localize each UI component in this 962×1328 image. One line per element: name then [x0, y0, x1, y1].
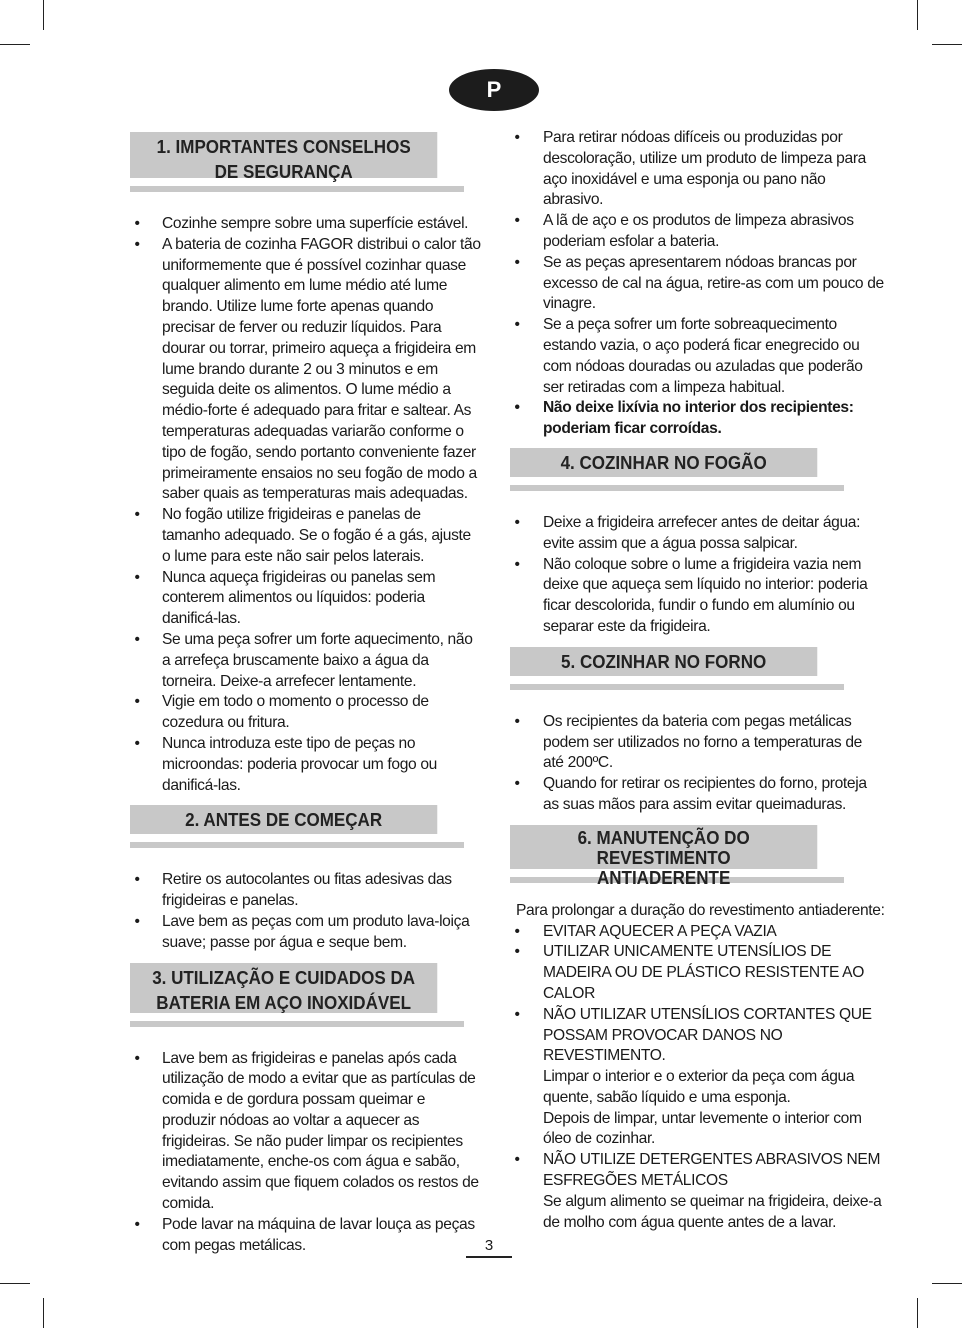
section-1-title-line2: DE SEGURANÇA [214, 161, 353, 182]
section-5-underline [510, 684, 844, 690]
language-badge: P [449, 69, 539, 111]
section-6-title-line2: ANTIADERENTE [596, 866, 731, 888]
bullet-icon: • [134, 568, 140, 586]
section-3-heading [130, 963, 482, 1027]
right-column [510, 128, 885, 1233]
list-item [130, 568, 482, 630]
item-text: Se a peça sofrer um forte sobreaquecimento estando vazia, o aço poderá ficar enegrecido ou com nódoas douradas ou azuladas que poderão ser retiradas com a limpeza habitual. [543, 316, 863, 396]
item-text: Os recipientes da bateria com pegas metálicas podem ser utilizados no forno a temperaturas de até 200ºC. [543, 712, 863, 772]
bullet-icon: • [134, 912, 140, 930]
list-item [130, 214, 482, 235]
section-6-title [510, 825, 817, 888]
list-item [510, 942, 885, 1004]
section-1-list [130, 214, 482, 796]
list-item [510, 513, 885, 555]
item-subtext: Depois de limpar, untar levemente o interior com óleo de cozinhar. [543, 1109, 862, 1148]
list-item [510, 922, 885, 943]
list-item [130, 912, 482, 954]
section-1-title [130, 132, 437, 182]
section-4-title: 4. COZINHAR NO FOGÃO [510, 448, 817, 477]
list-item [510, 555, 885, 638]
bullet-icon: • [134, 1049, 140, 1067]
section-6-title-line1: 6. MANUTENÇÃO DO REVESTIMENTO [577, 826, 750, 868]
bullet-icon: • [514, 775, 520, 793]
list-item [510, 315, 885, 398]
section-5-list [510, 712, 885, 816]
list-item [130, 235, 482, 505]
list-item [130, 692, 482, 734]
bullet-icon: • [134, 871, 140, 889]
item-text: Vigie em todo o momento o processo de cozedura ou fritura. [162, 693, 429, 732]
section-1-underline [130, 186, 464, 192]
bullet-icon: • [134, 506, 140, 524]
list-item [510, 128, 885, 211]
list-item [130, 1049, 482, 1215]
item-subtext: Se algum alimento se queimar na frigideira, deixe-a de molho com água quente antes de a lavar. [543, 1192, 882, 1231]
bullet-icon: • [514, 316, 520, 334]
bullet-icon: • [514, 253, 520, 271]
section-2-underline [130, 842, 464, 848]
section-4-list [510, 513, 885, 638]
item-text: Não coloque sobre o lume a frigideira vazia nem deixe que aqueça sem líquido no interior: poderia ficar descolorida, fundir o fundo em alumínio ou separar este da frigideira. [543, 555, 868, 635]
list-item [130, 630, 482, 692]
item-text: No fogão utilize frigideiras e panelas de tamanho adequado. Se o fogão é a gás, ajuste o lume para este não sair pelos laterais. [162, 506, 471, 565]
item-text: Para retirar nódoas difíceis ou produzidas por descoloração, utilize um produto de limpeza para aço inoxidável e uma esponja ou pano não abrasivo. [543, 129, 866, 209]
list-item [510, 774, 885, 816]
item-text: Retire os autocolantes ou fitas adesivas das frigideiras e panelas. [162, 871, 452, 910]
list-item [510, 1005, 885, 1151]
list-item-warning [510, 398, 885, 440]
section-3-title-line2: BATERIA EM AÇO INOXIDÁVEL [156, 991, 411, 1013]
section-3-list-continued [510, 128, 885, 440]
item-subtext: Limpar o interior e o exterior da peça com água quente, sabão líquido e uma esponja. [543, 1068, 855, 1106]
bullet-icon: • [514, 129, 520, 146]
section-3-list [130, 1049, 482, 1257]
left-column [130, 132, 482, 1265]
item-text: Se as peças apresentarem nódoas brancas por excesso de cal na água, retire-as com um pouco de vinagre. [543, 253, 884, 313]
page-number: 3 [466, 1236, 512, 1258]
bullet-icon: • [514, 712, 520, 730]
section-6-intro: Para prolongar a duração do revestimento antiaderente: [516, 901, 885, 919]
item-text: Nunca introduza este tipo de peças no microondas: poderia provocar um fogo ou danificá-las. [162, 734, 437, 794]
crop-mark-bottom-right-h [932, 1283, 962, 1284]
list-item [510, 253, 885, 315]
section-6-list [510, 922, 885, 1234]
section-3-underline [130, 1021, 464, 1027]
list-item [510, 712, 885, 774]
bullet-icon: • [514, 212, 520, 230]
bullet-icon: • [514, 1005, 520, 1023]
item-text: A bateria de cozinha FAGOR distribui o calor tão uniformemente que é possível cozinhar quase qualquer alimento em lume médio até lume brando. Utilize lume forte apenas quando precisar de ferver ou reduzir líquidos. Para dourar ou torrar, primeiro aqueça a frigideira em lume brando durante 2 ou 3 minutos e em seguida deite os alimentos. O lume médio a médio-forte é adequado para fritar e saltear. As temperaturas adequadas variarão conforme o tipo de fogão, sendo portanto conveniente fazer primeiramente ensaios no seu fogão de modo a saber quais as temperaturas mais adequadas. [162, 235, 481, 503]
list-item [510, 211, 885, 253]
bullet-icon: • [134, 215, 140, 232]
section-3-title [130, 963, 437, 1013]
item-text: NÃO UTILIZE DETERGENTES ABRASIVOS NEM ESFREGÕES METÁLICOS [543, 1151, 881, 1190]
crop-mark-top-left-v [43, 0, 44, 30]
section-4-underline [510, 485, 844, 491]
item-text: Lave bem as peças com um produto lava-loiça suave; passe por água e seque bem. [162, 912, 470, 951]
section-1-heading [130, 132, 482, 192]
section-4-heading [510, 448, 885, 491]
crop-mark-top-left-h [0, 44, 30, 45]
list-item [130, 734, 482, 796]
section-6-heading [510, 825, 885, 888]
item-text: A lã de aço e os produtos de limpeza abrasivos poderiam esfolar a bateria. [543, 212, 854, 250]
item-text: Se uma peça sofrer um forte aquecimento, não a arrefeça bruscamente baixo a água da torneira. Deixe-a arrefecer lentamente. [162, 630, 473, 690]
bullet-icon: • [514, 555, 520, 573]
bullet-icon: • [514, 1151, 520, 1169]
bullet-icon: • [134, 235, 140, 253]
list-item [130, 1215, 482, 1257]
crop-mark-bottom-left-h [0, 1283, 30, 1284]
bullet-icon: • [134, 734, 140, 752]
list-item [510, 1150, 885, 1233]
section-3-title-line1: 3. UTILIZAÇÃO E CUIDADOS DA [152, 966, 416, 988]
item-text: Cozinhe sempre sobre uma superfície estável. [162, 215, 469, 232]
crop-mark-top-right-h [932, 44, 962, 45]
bullet-icon: • [134, 1215, 140, 1233]
item-text: EVITAR AQUECER A PEÇA VAZIA [543, 922, 777, 940]
bullet-icon: • [514, 922, 520, 940]
item-text: Quando for retirar os recipientes do forno, proteja as suas mãos para assim evitar queimaduras. [543, 775, 867, 813]
item-text: Nunca aqueça frigideiras ou panelas sem conterem alimentos ou líquidos: poderia danificá-las. [162, 568, 436, 628]
section-1-title-line1: 1. IMPORTANTES CONSELHOS [156, 136, 411, 157]
item-text: NÃO UTILIZAR UTENSÍLIOS CORTANTES QUE POSSAM PROVOCAR DANOS NO REVESTIMENTO. [543, 1005, 872, 1065]
section-2-title: 2. ANTES DE COMEÇAR [130, 805, 437, 834]
item-text: Lave bem as frigideiras e panelas após cada utilização de modo a evitar que as partículas de comida e de gordura possam queimar e produzir nódoas ao voltar a aquecer as frigideiras. Se não puder limpar os recipientes imediatamente, enche-os com água e sabão, evitando assim que fiquem colados os restos de comida. [162, 1049, 479, 1213]
bullet-icon: • [514, 943, 520, 961]
item-text: Pode lavar na máquina de lavar louça as peças com pegas metálicas. [162, 1215, 475, 1254]
crop-mark-bottom-right-v [917, 1298, 918, 1328]
bullet-icon: • [134, 630, 140, 648]
item-text: Não deixe lixívia no interior dos recipientes: poderiam ficar corroídas. [543, 399, 854, 438]
crop-mark-top-right-v [917, 0, 918, 30]
section-2-heading [130, 805, 482, 848]
bullet-icon: • [134, 693, 140, 711]
section-5-heading [510, 647, 885, 690]
list-item [130, 870, 482, 912]
crop-mark-bottom-left-v [43, 1298, 44, 1328]
bullet-icon: • [514, 513, 520, 531]
list-item [130, 505, 482, 567]
section-5-title: 5. COZINHAR NO FORNO [510, 647, 817, 676]
bullet-icon: • [514, 399, 520, 417]
item-text: Deixe a frigideira arrefecer antes de deitar água: evite assim que a água possa salpicar. [543, 513, 861, 552]
section-2-list [130, 870, 482, 953]
item-text: UTILIZAR UNICAMENTE UTENSÍLIOS DE MADEIRA OU DE PLÁSTICO RESISTENTE AO CALOR [543, 943, 865, 1002]
